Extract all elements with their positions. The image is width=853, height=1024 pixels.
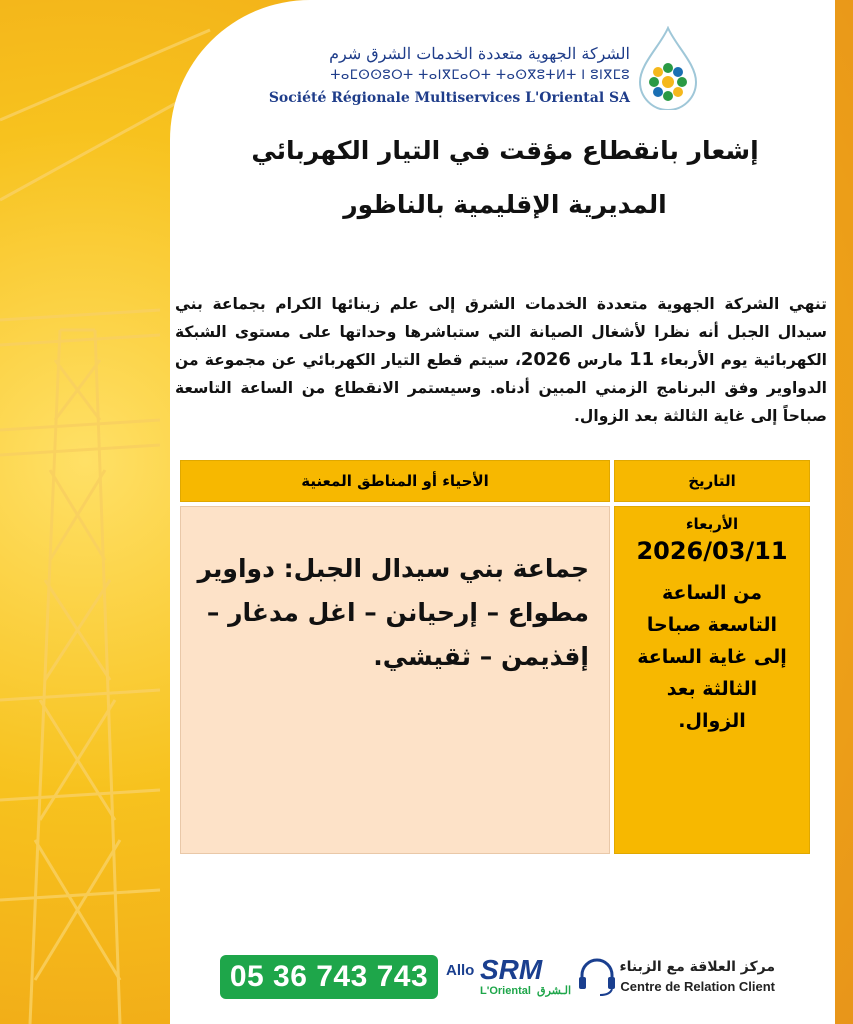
notice-body-part2: مارس (570, 351, 630, 369)
srm-sub-label (480, 984, 571, 997)
srm-sub-fr: L'Oriental (480, 985, 531, 997)
schedule-table (180, 460, 810, 856)
logo-tifinagh-name: ⵜⴰⵎⵙⵙⵓⵔⵜ ⵜⴰⵏⴳⵎⴰⵔⵜ ⵜⴰⵙⴳⵓⵜⵍⵜ ⵏ ⵓⵏⴳⵎⵓ (330, 68, 630, 83)
client-center-arabic: مركز العلاقة مع الزبناء (619, 959, 775, 975)
srm-label: SRM (480, 954, 543, 985)
notice-body-part3: ، سيتم قطع التيار الكهربائي عن مجموعة من الدواوير وفق البرنامج الزمني المبين أدناه. وسيستمر الانقطاع من الساعة التاسعة صباحاً إلى غاية الثالثة بعد الزوال. (175, 351, 827, 425)
logo-arabic-name: الشركة الجهوية متعددة الخدمات الشرق شرم (329, 44, 630, 63)
headset-icon (576, 955, 618, 999)
allo-label: Allo (446, 962, 475, 979)
table-cell-date (614, 506, 810, 854)
cell-date: 2026/03/11 (636, 537, 788, 565)
water-drop-logo-icon (636, 26, 700, 110)
table-cell-zones: جماعة بني سيدال الجبل: دواوير مطواع – إرحيانن – اغل مدغار – إقذيمن – ثقيشي. (180, 506, 610, 854)
notice-title: إشعار بانقطاع مؤقت في التيار الكهربائي (251, 136, 759, 165)
notice-body-year: 2026 (520, 349, 571, 370)
notice-body-day: 11 (629, 349, 655, 370)
cell-time: من الساعة التاسعة صباحا إلى غاية الساعة الثالثة بعد الزوال. (637, 582, 787, 732)
phone-number-badge[interactable]: 05 36 743 743 (220, 955, 438, 999)
table-header-date: التاريخ (614, 460, 810, 502)
srm-sub-ar: الـشرق (537, 985, 572, 997)
table-header-zones: الأحياء أو المناطق المعنية (180, 460, 610, 502)
notice-body-part1: تنهي الشركة الجهوية متعددة الخدمات الشرق إلى علم زبنائها الكرام بجماعة بني سيدال الجبل أنه نظرا لأشغال الصيانة التي ستباشرها وحداتها على مستوى الشبكة الكهربائية يوم الأربعاء (175, 295, 827, 369)
client-center-french: Centre de Relation Client (620, 979, 775, 994)
notice-body (175, 290, 827, 430)
logo-french-name: Société Régionale Multiservices L'Oriental SA (268, 90, 630, 106)
srm-logo (268, 38, 700, 110)
cell-day: الأربعاء (685, 515, 739, 533)
notice-subtitle: المديرية الإقليمية بالناظور (343, 190, 667, 219)
